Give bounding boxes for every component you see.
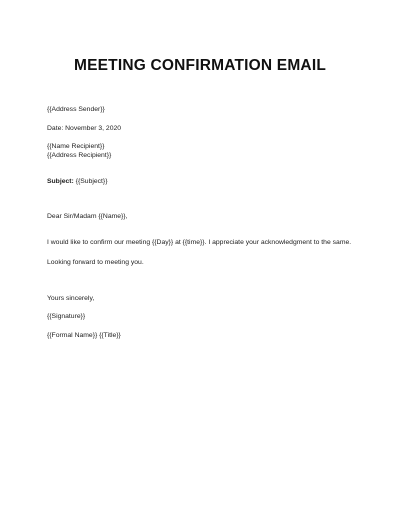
closing-paragraph: Looking forward to meeting you. — [47, 259, 144, 266]
salutation: Dear Sir/Madam {{Name}}, — [47, 213, 128, 220]
signature-placeholder: {{Signature}} — [47, 313, 86, 320]
recipient-address: {{Address Recipient}} — [47, 152, 112, 159]
date-line: Date: November 3, 2020 — [47, 125, 122, 132]
subject-line — [47, 177, 107, 186]
document-title: MEETING CONFIRMATION EMAIL — [73, 57, 327, 74]
formal-name-title: {{Formal Name}} {{Title}} — [47, 332, 121, 339]
body-paragraph: I would like to confirm our meeting {{Day}} at {{time}}. I appreciate your acknowledgment to the same. — [47, 239, 352, 246]
sign-off: Yours sincerely, — [47, 295, 95, 302]
sender-address: {{Address Sender}} — [47, 106, 105, 113]
recipient-name: {{Name Recipient}} — [47, 143, 105, 150]
subject-label: Subject: — [47, 178, 74, 185]
subject-value: {{Subject}} — [73, 178, 108, 185]
